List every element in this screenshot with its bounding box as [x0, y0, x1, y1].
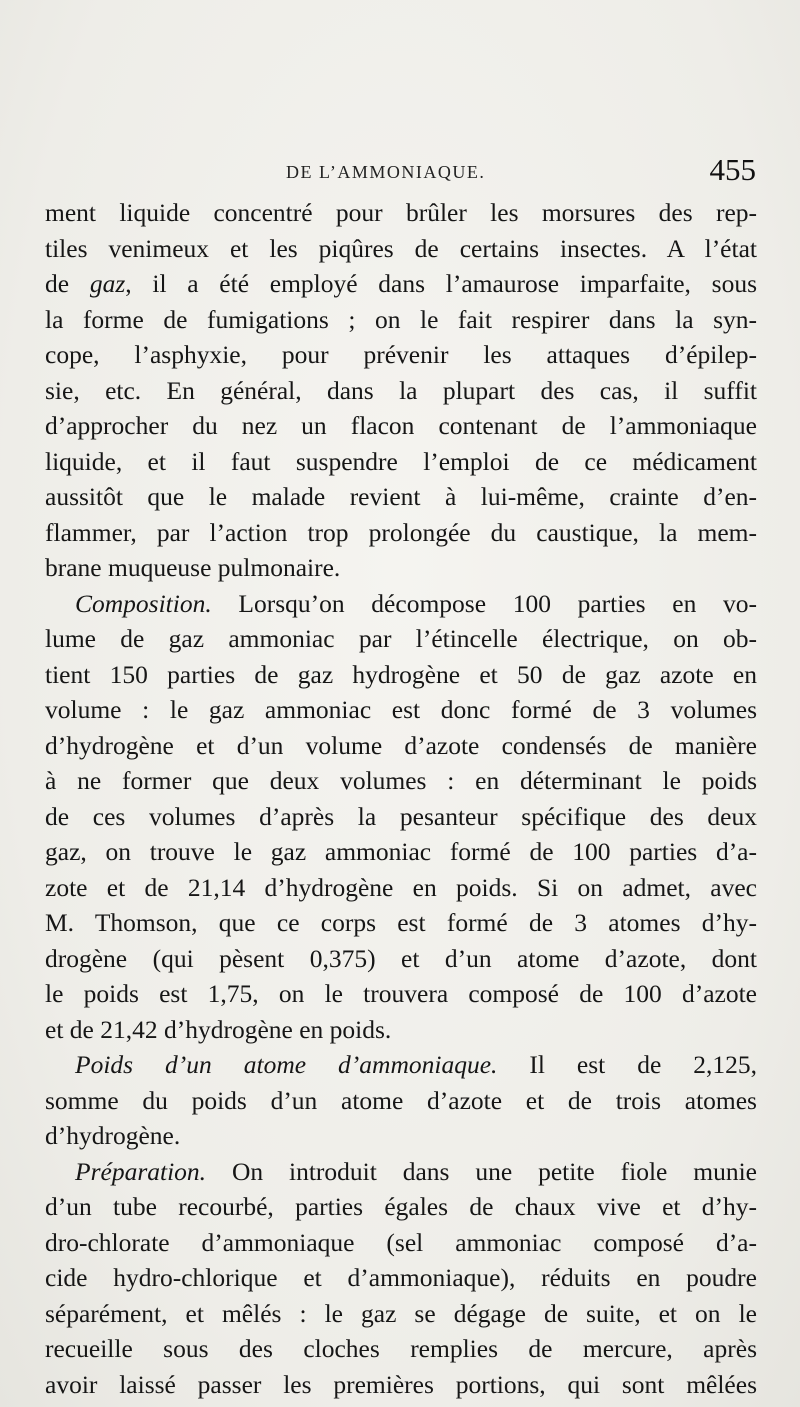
line-text: le poids est 1,75, on le trouvera composé de 100 d’azote [45, 979, 757, 1008]
line-text: tiles venimeux et les piqûres de certains insectes. A l’état [45, 233, 757, 263]
line-text: à ne former que deux volumes : en déterminant le poids [45, 766, 757, 795]
text-line [45, 1154, 757, 1190]
line-text: dro-chlorate d’ammoniaque (sel ammoniac composé d’a- [45, 1227, 757, 1257]
line-text: cide hydro-chlorique et d’ammoniaque), réduits en poudre [45, 1263, 757, 1292]
text-line [45, 834, 757, 870]
line-text: brane muqueuse pulmonaire. [45, 553, 341, 582]
text-line [45, 1260, 757, 1296]
line-text: drogène (qui pèsent 0,375) et d’un atome d’azote, dont [45, 943, 757, 973]
text-line [45, 976, 757, 1012]
line-text: avoir laissé passer les premières portions, qui sont mêlées [45, 1369, 757, 1399]
line-text: gaz, on trouve le gaz ammoniac formé de 100 parties d’a- [45, 837, 757, 866]
line-text: somme du poids d’un atome d’azote et de trois atomes [45, 1085, 757, 1115]
line-text: On introduit dans une petite fiole munie [206, 1156, 757, 1186]
text-line [45, 763, 757, 799]
text-line [45, 1047, 757, 1083]
body-text [45, 195, 757, 1402]
text-line [45, 1296, 757, 1332]
text-line [45, 1118, 757, 1154]
text-line [45, 266, 757, 302]
line-text: tient 150 parties de gaz hydrogène et 50 de gaz azote en [45, 659, 757, 689]
line-text: et de 21,42 d’hydrogène en poids. [45, 1014, 392, 1044]
text-line [45, 302, 757, 338]
text-line [45, 337, 757, 373]
line-text: ment liquide concentré pour brûler les morsures des rep- [45, 198, 757, 227]
line-text: Lorsqu’on décompose 100 parties en vo- [211, 588, 757, 618]
line-text: la forme de fumigations ; on le fait respirer dans la syn- [45, 304, 757, 334]
line-text: aussitôt que le malade revient à lui-même, crainte d’en- [45, 482, 757, 511]
line-text: d’un tube recourbé, parties égales de chaux vive et d’hy- [45, 1192, 757, 1221]
text-line [45, 657, 757, 693]
text-line [45, 1331, 757, 1367]
line-text: recueille sous des cloches remplies de mercure, après [45, 1334, 757, 1363]
text-line [45, 408, 757, 444]
line-text: lume de gaz ammoniac par l’étincelle électrique, on ob- [45, 624, 757, 653]
text-line [45, 1225, 757, 1261]
text-line [45, 373, 757, 409]
italic-heading: Préparation. [75, 1156, 207, 1186]
text-line [45, 728, 757, 764]
text-line [45, 231, 757, 267]
line-text: Il est de 2,125, [497, 1050, 757, 1079]
line-text: séparément, et mêlés : le gaz se dégage de suite, et on le [45, 1298, 757, 1328]
line-text: sie, etc. En général, dans la plupart des cas, il suffit [45, 375, 757, 405]
text-line [45, 444, 757, 480]
text-line [45, 941, 757, 977]
italic-heading: Composition. [75, 588, 212, 618]
italic-heading: Poids d’un atome d’ammoniaque. [75, 1050, 498, 1079]
text-line [45, 1083, 757, 1119]
italic-heading: gaz [89, 269, 126, 298]
line-text: d’approcher du nez un flacon contenant de l’ammoniaque [45, 411, 757, 440]
line-text: flammer, par l’action trop prolongée du caustique, la mem- [45, 517, 757, 547]
running-title: DE L’AMMONIAQUE. [286, 162, 486, 182]
line-text: zote et de 21,14 d’hydrogène en poids. Si on admet, avec [45, 872, 757, 902]
text-line [45, 905, 757, 941]
line-text: , il a été employé dans l’amaurose imparfaite, sous [125, 269, 757, 298]
text-line [45, 870, 757, 906]
text-line [45, 1189, 757, 1225]
text-line [45, 195, 757, 231]
text-line [45, 621, 757, 657]
text-line [45, 586, 757, 622]
text-line [45, 1367, 757, 1403]
line-text: d’hydrogène. [45, 1121, 181, 1150]
text-line [45, 515, 757, 551]
text-line [45, 692, 757, 728]
page-number: 455 [709, 152, 756, 187]
line-text: de [45, 269, 90, 298]
line-text: d’hydrogène et d’un volume d’azote condensés de manière [45, 730, 757, 760]
running-head [44, 152, 756, 192]
line-text: M. Thomson, que ce corps est formé de 3 atomes d’hy- [45, 908, 757, 937]
line-text: volume : le gaz ammoniac est donc formé de 3 volumes [45, 695, 757, 724]
line-text: liquide, et il faut suspendre l’emploi de ce médicament [45, 446, 757, 476]
text-line [45, 479, 757, 515]
text-line [45, 1012, 757, 1048]
line-text: cope, l’asphyxie, pour prévenir les attaques d’épilep- [45, 340, 757, 369]
line-text: de ces volumes d’après la pesanteur spécifique des deux [45, 801, 757, 831]
text-line [45, 799, 757, 835]
text-line [45, 550, 757, 586]
